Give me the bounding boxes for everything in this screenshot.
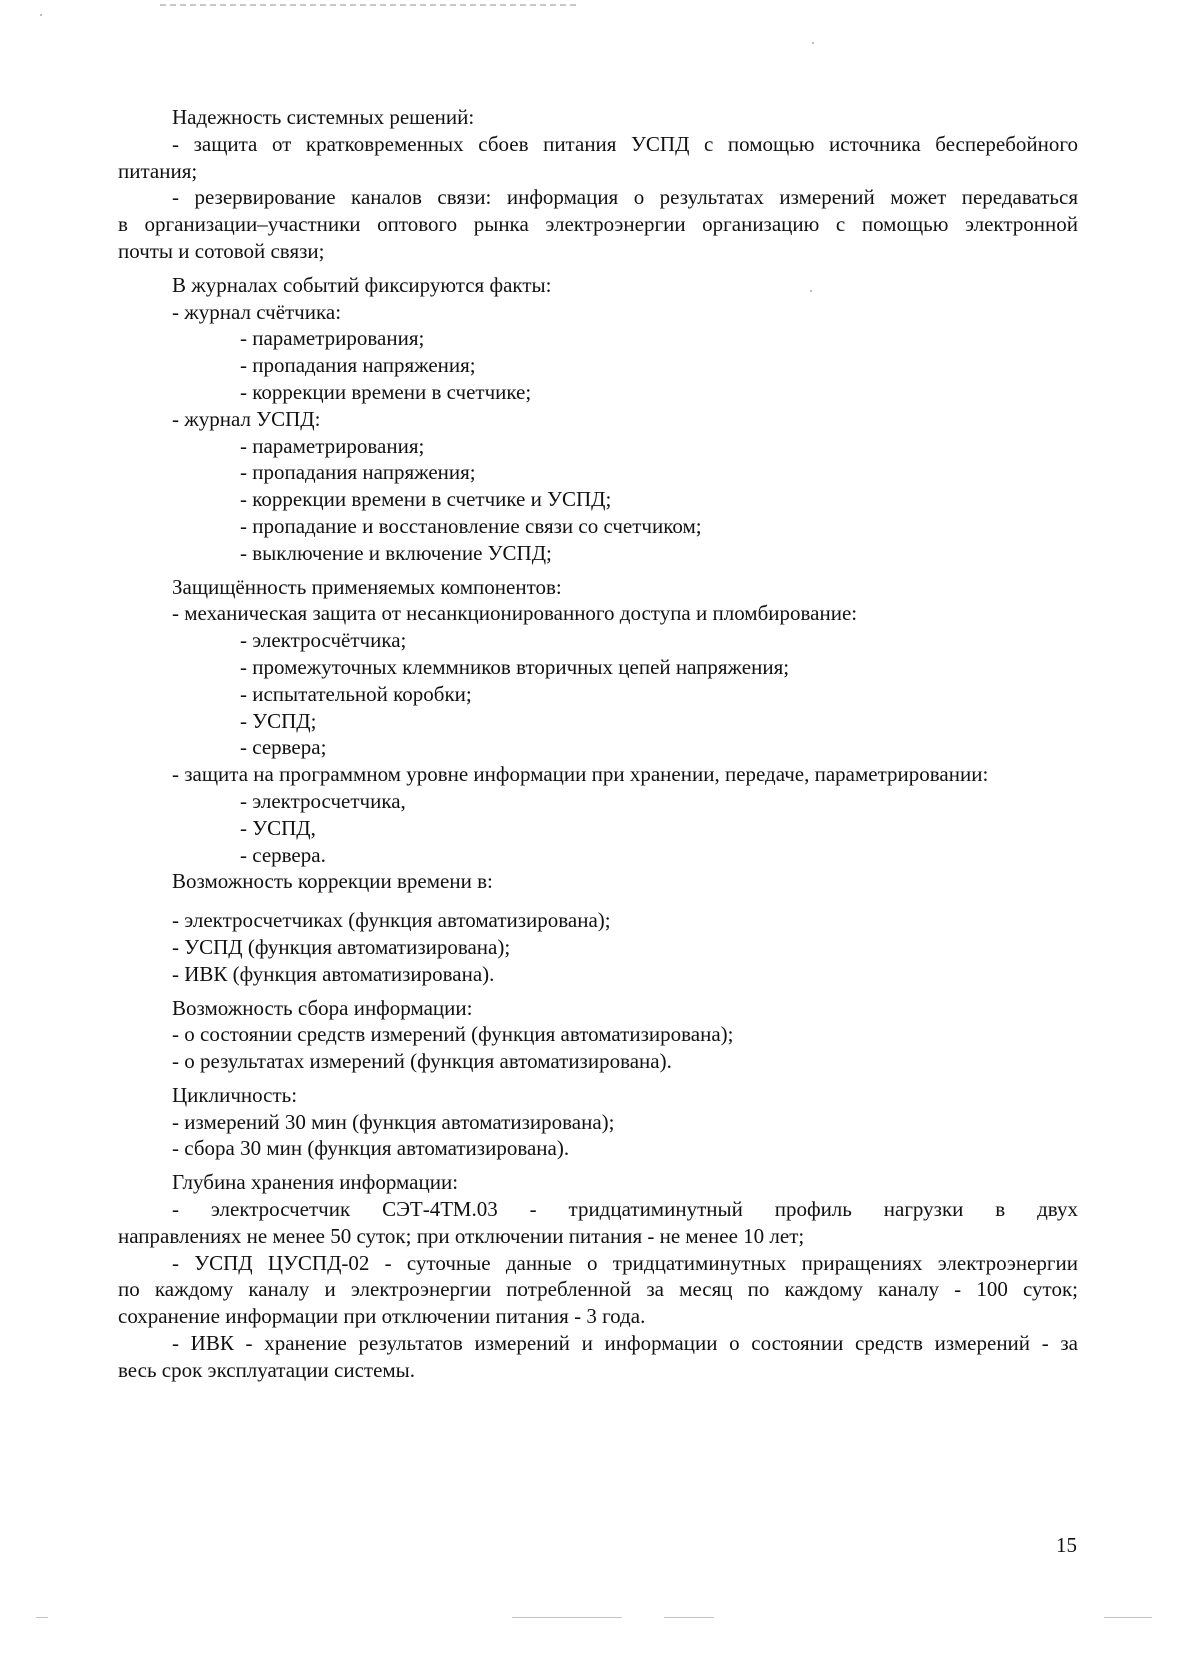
paragraph-line: - УСПД (функция автоматизирована); [172, 934, 511, 959]
list-subitem: - коррекции времени в счетчике и УСПД; [240, 487, 612, 512]
list-subitem: - УСПД; [240, 708, 317, 733]
paragraph-line: - защита от кратковременных сбоев питания УСПД с помощью источника бесперебойного [172, 131, 1078, 156]
section-spacer [118, 895, 1078, 907]
document-body [118, 104, 1078, 1384]
list-subitem: - испытательной коробки; [240, 681, 472, 706]
document-section [118, 272, 1078, 567]
scan-artifact-bottom [664, 1617, 714, 1618]
paragraph-line: - сбора 30 мин (функция автоматизирована). [172, 1136, 570, 1161]
paragraph-line: - о результатах измерений (функция автоматизирована). [172, 1049, 672, 1074]
document-section [118, 907, 1078, 987]
paragraph-line: почты и сотовой связи; [118, 238, 325, 263]
scan-artifact-bottom [1104, 1617, 1152, 1618]
scan-artifact-top [160, 4, 580, 6]
paragraph-line: питания; [118, 158, 198, 183]
list-subitem: - промежуточных клеммников вторичных цепей напряжения; [240, 654, 790, 679]
paragraph-line: сохранение информации при отключении питания - 3 года. [118, 1304, 646, 1329]
list-subitem: - пропадания напряжения; [240, 353, 476, 378]
document-section [118, 1082, 1078, 1162]
paragraph-line: - ИВК - хранение результатов измерений и информации о состоянии средств измерений - за [172, 1331, 1078, 1356]
paragraph-line: Защищённость применяемых компонентов: [172, 574, 562, 599]
list-subitem: - сервера. [240, 842, 326, 867]
document-section [118, 104, 1078, 265]
scan-artifact-bottom [36, 1617, 48, 1618]
paragraph-line: Возможность коррекции времени в: [172, 869, 493, 894]
scan-artifact-dot [40, 14, 42, 16]
paragraph-line: - электросчетчик СЭТ-4ТМ.03 - тридцатиминутный профиль нагрузки в двух [172, 1197, 1078, 1222]
document-section [118, 574, 1078, 896]
paragraph-line: - механическая защита от несанкционированного доступа и пломбирование: [172, 601, 858, 626]
paragraph-line: - электросчетчиках (функция автоматизирована); [172, 908, 611, 933]
paragraph-line: направлениях не менее 50 суток; при отключении питания - не менее 10 лет; [118, 1223, 805, 1248]
page-number: 15 [1056, 1533, 1077, 1557]
list-subitem: - электросчётчика; [240, 628, 407, 653]
list-subitem: - пропадания напряжения; [240, 460, 476, 485]
document-section [118, 1169, 1078, 1383]
paragraph-line: - журнал счётчика: [172, 299, 342, 324]
paragraph-line: Надежность системных решений: [172, 105, 475, 129]
list-subitem: - параметрирования; [240, 433, 425, 458]
paragraph-line: - о состоянии средств измерений (функция автоматизирована); [172, 1022, 734, 1047]
list-subitem: - УСПД, [240, 815, 316, 840]
paragraph-line: - журнал УСПД: [172, 406, 321, 431]
paragraph-line: в организации–участники оптового рынка электроэнергии организацию с помощью электронной [118, 212, 1078, 237]
list-subitem: - параметрирования; [240, 326, 425, 351]
section-spacer [118, 1162, 1078, 1169]
paragraph-line: по каждому каналу и электроэнергии потребленной за месяц по каждому каналу - 100 суток; [118, 1277, 1078, 1302]
section-spacer [118, 567, 1078, 574]
list-subitem: - электросчетчика, [240, 788, 406, 813]
scan-artifact-bottom [512, 1617, 622, 1618]
paragraph-line: - резервирование каналов связи: информация о результатах измерений может передаваться [172, 185, 1078, 210]
document-section [118, 995, 1078, 1075]
paragraph-line: - УСПД ЦУСПД-02 - суточные данные о тридцатиминутных приращениях электроэнергии [172, 1250, 1078, 1275]
paragraph-line: Возможность сбора информации: [172, 995, 473, 1020]
paragraph-line: - защита на программном уровне информации при хранении, передаче, параметрировании: [172, 762, 989, 787]
list-subitem: - коррекции времени в счетчике; [240, 379, 532, 404]
paragraph-line: Глубина хранения информации: [172, 1170, 459, 1195]
list-subitem: - пропадание и восстановление связи со счетчиком; [240, 513, 702, 538]
section-spacer [118, 1075, 1078, 1082]
paragraph-line: - измерений 30 мин (функция автоматизирована); [172, 1109, 615, 1134]
list-subitem: - сервера; [240, 735, 327, 760]
scan-artifact-dot [812, 42, 814, 44]
paragraph-line: В журналах событий фиксируются факты: [172, 272, 552, 297]
paragraph-line: весь срок эксплуатации системы. [118, 1357, 416, 1382]
paragraph-line: - ИВК (функция автоматизирована). [172, 961, 495, 986]
section-spacer [118, 988, 1078, 995]
section-spacer [118, 265, 1078, 272]
list-subitem: - выключение и включение УСПД; [240, 540, 552, 565]
paragraph-line: Цикличность: [172, 1082, 298, 1107]
